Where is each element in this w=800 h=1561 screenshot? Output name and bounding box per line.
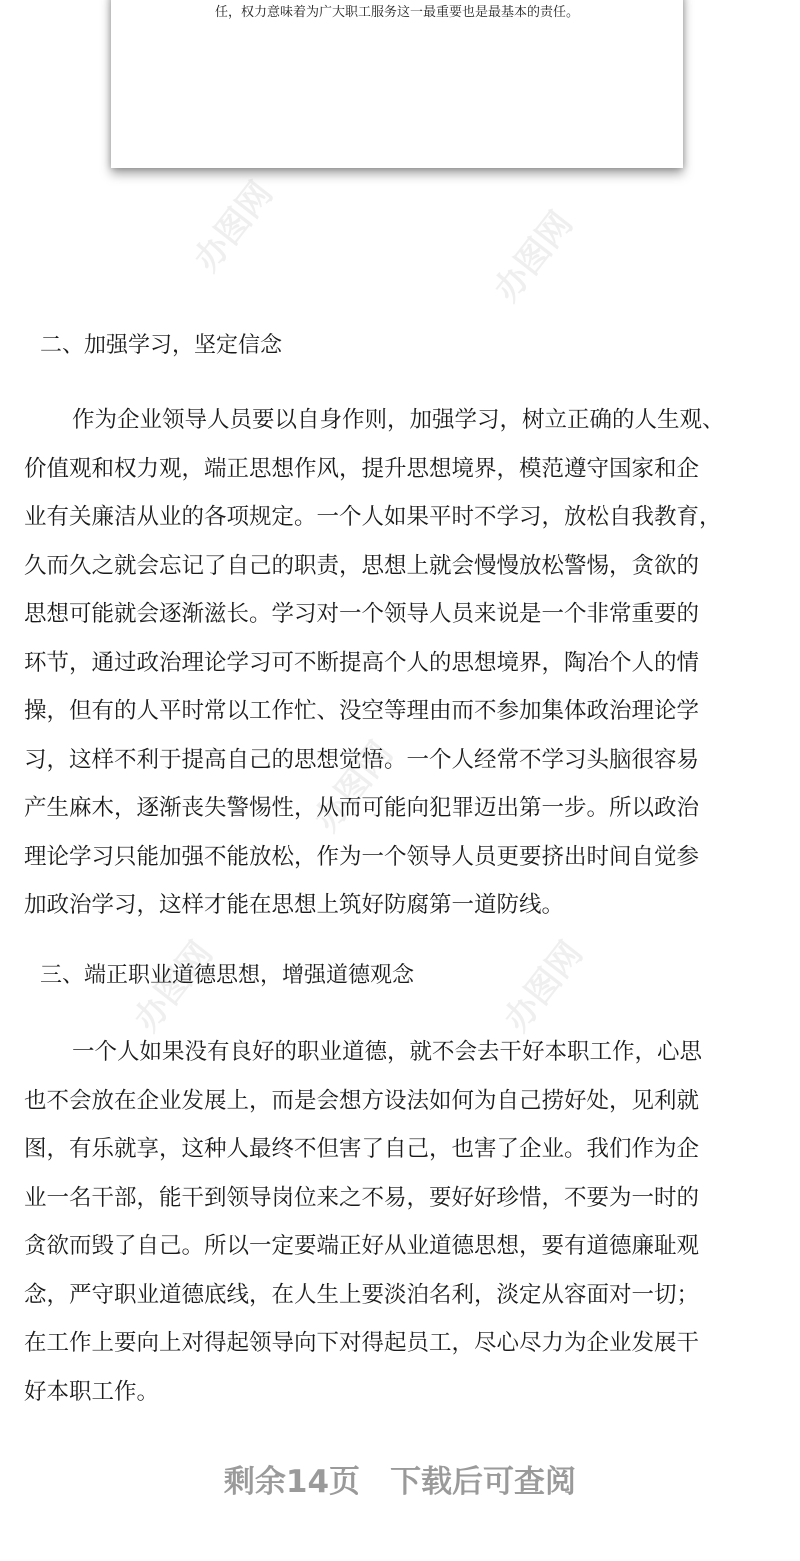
- remaining-pages-label: 剩余14页: [223, 1464, 361, 1500]
- section-heading: 二、加强学习，坚定信念: [40, 333, 283, 358]
- previous-page-last-line: 任，权力意味着为广大职工服务这一最重要也是最基本的责任。: [214, 5, 579, 20]
- paragraph-line: 业一名干部，能干到领导岗位来之不易，要好好珍惜，不要为一时的: [24, 1184, 700, 1211]
- section-heading: 三、端正职业道德思想，增强道德观念: [40, 963, 415, 988]
- paragraph-line: 图，有乐就享，这种人最终不但害了自己，也害了企业。我们作为企: [24, 1136, 700, 1162]
- paragraph-line: 业有关廉洁从业的各项规定。一个人如果平时不学习，放松自我教育，: [24, 504, 722, 530]
- paragraph-line: 思想可能就会逐渐滋长。学习对一个领导人员来说是一个非常重要的: [24, 601, 700, 627]
- paragraph-line: 价值观和权力观，端正思想作风，提升思想境界，模范遵守国家和企: [24, 455, 700, 482]
- previous-page-card: [111, 0, 683, 168]
- paragraph-line: 在工作上要向上对得起领导向下对得起员工，尽心尽力为企业发展干: [24, 1330, 700, 1356]
- download-hint-label: 下载后可查阅: [390, 1464, 577, 1500]
- paragraph-line: 加政治学习，这样才能在思想上筑好防腐第一道防线。: [24, 892, 565, 918]
- paragraph-line: 念，严守职业道德底线，在人生上要淡泊名利，淡定从容面对一切；: [24, 1281, 700, 1308]
- paragraph-line: 好本职工作。: [24, 1378, 160, 1405]
- watermark-logo: 办图网: [306, 734, 401, 840]
- paragraph-line: 一个人如果没有良好的职业道德，就不会去干好本职工作，心思: [72, 1039, 703, 1065]
- paragraph-line: 习，这样不利于提高自己的思想觉悟。一个人经常不学习头脑很容易: [24, 746, 700, 773]
- watermark-logo: 办图网: [486, 204, 581, 310]
- paragraph-line: 久而久之就会忘记了自己的职责，思想上就会慢慢放松警惕，贪欲的: [24, 552, 700, 579]
- watermark-logo: 办图网: [126, 934, 221, 1040]
- paragraph-line: 也不会放在企业发展上，而是会想方设法如何为自己捞好处，见利就: [24, 1087, 700, 1114]
- paragraph-line: 理论学习只能加强不能放松，作为一个领导人员更要挤出时间自觉参: [24, 843, 700, 870]
- section-paragraph: [24, 396, 776, 930]
- paragraph-line: 作为企业领导人员要以自身作则，加强学习，树立正确的人生观、: [72, 407, 725, 433]
- section-paragraph: [24, 1028, 776, 1416]
- paragraph-line: 贪欲而毁了自己。所以一定要端正好从业道德思想，要有道德廉耻观: [24, 1233, 700, 1259]
- paragraph-line: 环节，通过政治理论学习可不断提高个人的思想境界，陶冶个人的情: [24, 649, 700, 676]
- watermark-logo: 办图网: [186, 174, 281, 280]
- watermark-logo: 办图网: [496, 934, 591, 1040]
- paragraph-line: 产生麻木，逐渐丧失警惕性，从而可能向犯罪迈出第一步。所以政治: [24, 795, 700, 821]
- download-prompt[interactable]: [0, 1462, 800, 1502]
- paragraph-line: 操，但有的人平时常以工作忙、没空等理由而不参加集体政治理论学: [24, 698, 700, 724]
